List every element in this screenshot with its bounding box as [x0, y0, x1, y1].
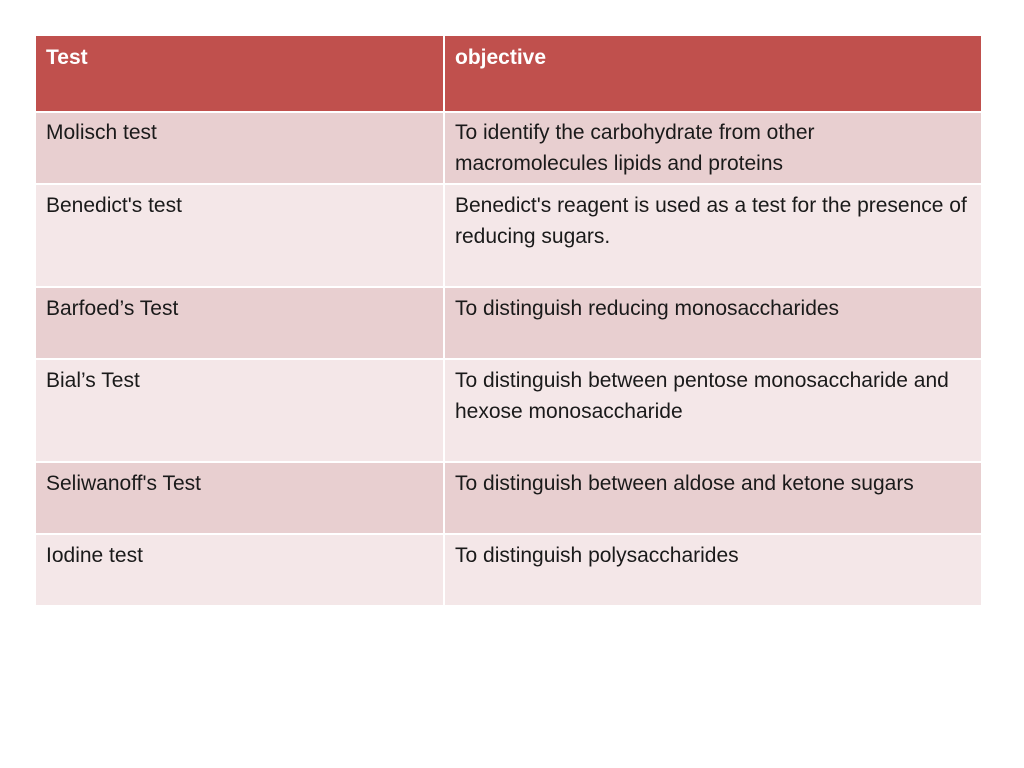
cell-objective: To distinguish polysaccharides: [444, 534, 982, 606]
cell-test: Benedict's test: [35, 184, 444, 287]
cell-test: Bial’s Test: [35, 359, 444, 462]
tests-table-container: [34, 34, 981, 607]
cell-objective: To distinguish between aldose and ketone sugars: [444, 462, 982, 534]
table-row: [35, 462, 982, 534]
header-objective: objective: [444, 35, 982, 112]
table-row: [35, 359, 982, 462]
cell-objective: To distinguish reducing monosaccharides: [444, 287, 982, 359]
cell-test: Iodine test: [35, 534, 444, 606]
carbohydrate-tests-table: [34, 34, 983, 607]
table-row: [35, 287, 982, 359]
cell-test: Molisch test: [35, 112, 444, 184]
header-test: Test: [35, 35, 444, 112]
table-row: [35, 184, 982, 287]
cell-objective: To distinguish between pentose monosaccharide and hexose monosaccharide: [444, 359, 982, 462]
table-header-row: [35, 35, 982, 112]
cell-objective: Benedict's reagent is used as a test for the presence of reducing sugars.: [444, 184, 982, 287]
cell-test: Seliwanoff's Test: [35, 462, 444, 534]
cell-test: Barfoed’s Test: [35, 287, 444, 359]
table-row: [35, 112, 982, 184]
table-row: [35, 534, 982, 606]
cell-objective: To identify the carbohydrate from other macromolecules lipids and proteins: [444, 112, 982, 184]
